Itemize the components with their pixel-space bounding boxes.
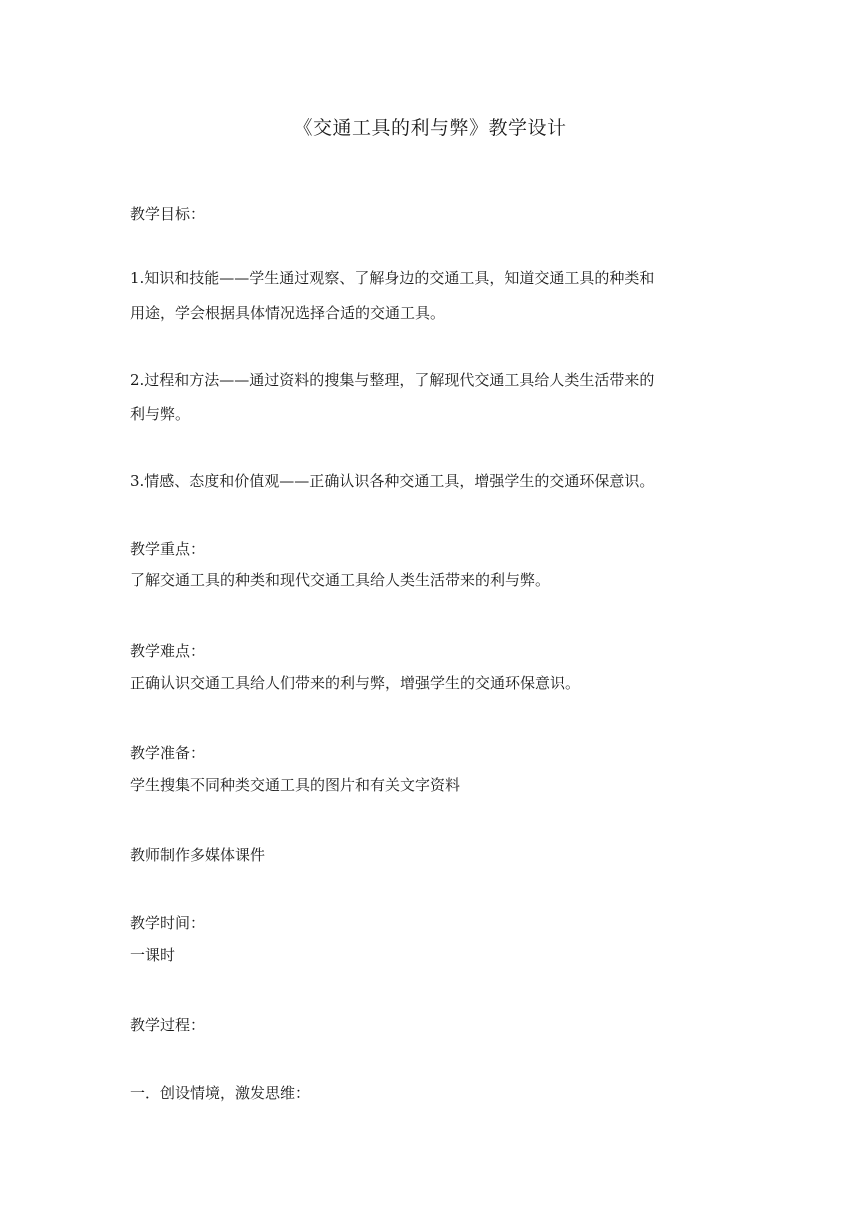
goal-1-line-1: 1.知识和技能——学生通过观察、了解身边的交通工具，知道交通工具的种类和 (130, 269, 655, 287)
process-heading: 教学过程： (130, 1016, 206, 1034)
goal-1-line-2: 用途，学会根据具体情况选择合适的交通工具。 (130, 304, 446, 322)
preparation-teacher: 教师制作多媒体课件 (130, 846, 266, 864)
time-text: 一课时 (130, 946, 176, 964)
key-points-text: 了解交通工具的种类和现代交通工具给人类生活带来的利与弊。 (130, 571, 551, 589)
preparation-student: 学生搜集不同种类交通工具的图片和有关文字资料 (130, 776, 461, 794)
step-1-heading: 一．创设情境，激发思维： (130, 1084, 311, 1102)
time-heading: 教学时间： (130, 914, 206, 932)
goals-heading: 教学目标： (130, 205, 206, 223)
difficulty-heading: 教学难点： (130, 642, 206, 660)
goal-3: 3.情感、态度和价值观——正确认识各种交通工具，增强学生的交通环保意识。 (130, 472, 655, 490)
goal-2-line-2: 利与弊。 (130, 405, 191, 423)
preparation-heading: 教学准备： (130, 744, 206, 762)
key-points-heading: 教学重点： (130, 540, 206, 558)
goal-2-line-1: 2.过程和方法——通过资料的搜集与整理，了解现代交通工具给人类生活带来的 (130, 371, 655, 389)
document-title: 《交通工具的利与弊》教学设计 (293, 117, 567, 139)
difficulty-text: 正确认识交通工具给人们带来的利与弊，增强学生的交通环保意识。 (130, 674, 581, 692)
